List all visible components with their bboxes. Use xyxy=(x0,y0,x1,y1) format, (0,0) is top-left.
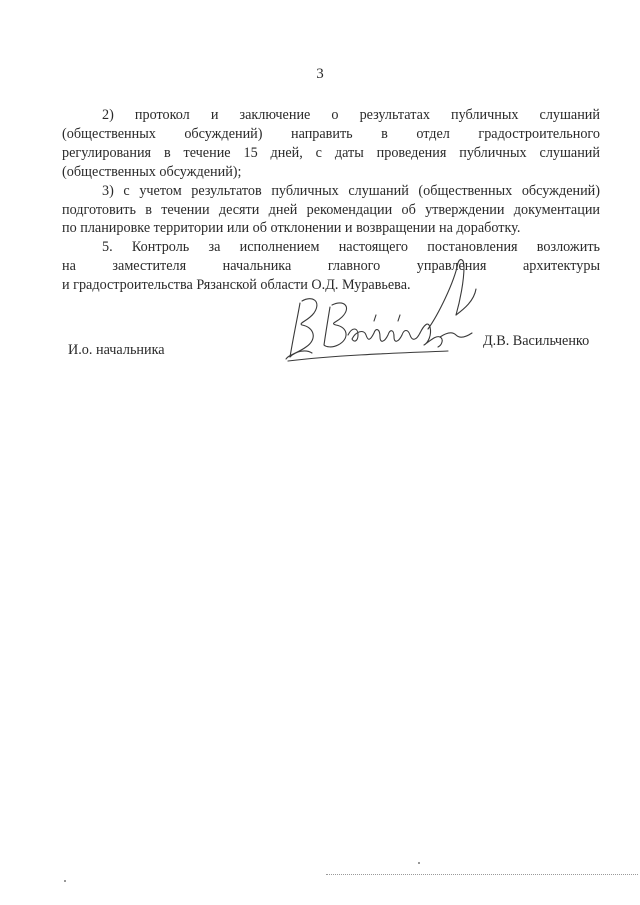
signer-name: Д.В. Васильченко xyxy=(483,333,590,349)
paragraph-1-line-2: (общественных обсуждений) направить в отдел градостроительного xyxy=(62,125,600,142)
paragraph-3-line-1: 5. Контроль за исполнением настоящего постановления возложить xyxy=(102,239,600,256)
scan-edge-line xyxy=(326,874,638,875)
paragraph-3-line-3: и градостроительства Рязанской области О.Д. Муравьева. xyxy=(62,277,411,294)
scan-speck xyxy=(418,862,420,864)
paragraph-3-line-2: на заместителя начальника главного управления архитектуры xyxy=(62,258,600,275)
paragraph-2-line-3: по планировке территории или об отклонении и возвращении на доработку. xyxy=(62,220,521,237)
signer-title: И.о. начальника xyxy=(68,342,165,358)
page-number: 3 xyxy=(316,66,324,82)
paragraph-2-line-1: 3) с учетом результатов публичных слушаний (общественных обсуждений) xyxy=(102,182,600,199)
paragraph-2-line-2: подготовить в течении десяти дней рекомендации об утверждении документации xyxy=(62,201,600,218)
scan-speck xyxy=(64,880,66,882)
paragraph-1-line-3: регулирования в течение 15 дней, с даты проведения публичных слушаний xyxy=(62,144,600,161)
handwritten-signature xyxy=(278,255,478,373)
paragraph-1-line-1: 2) протокол и заключение о результатах публичных слушаний xyxy=(102,107,600,123)
paragraph-1-line-4: (общественных обсуждений); xyxy=(62,163,242,180)
